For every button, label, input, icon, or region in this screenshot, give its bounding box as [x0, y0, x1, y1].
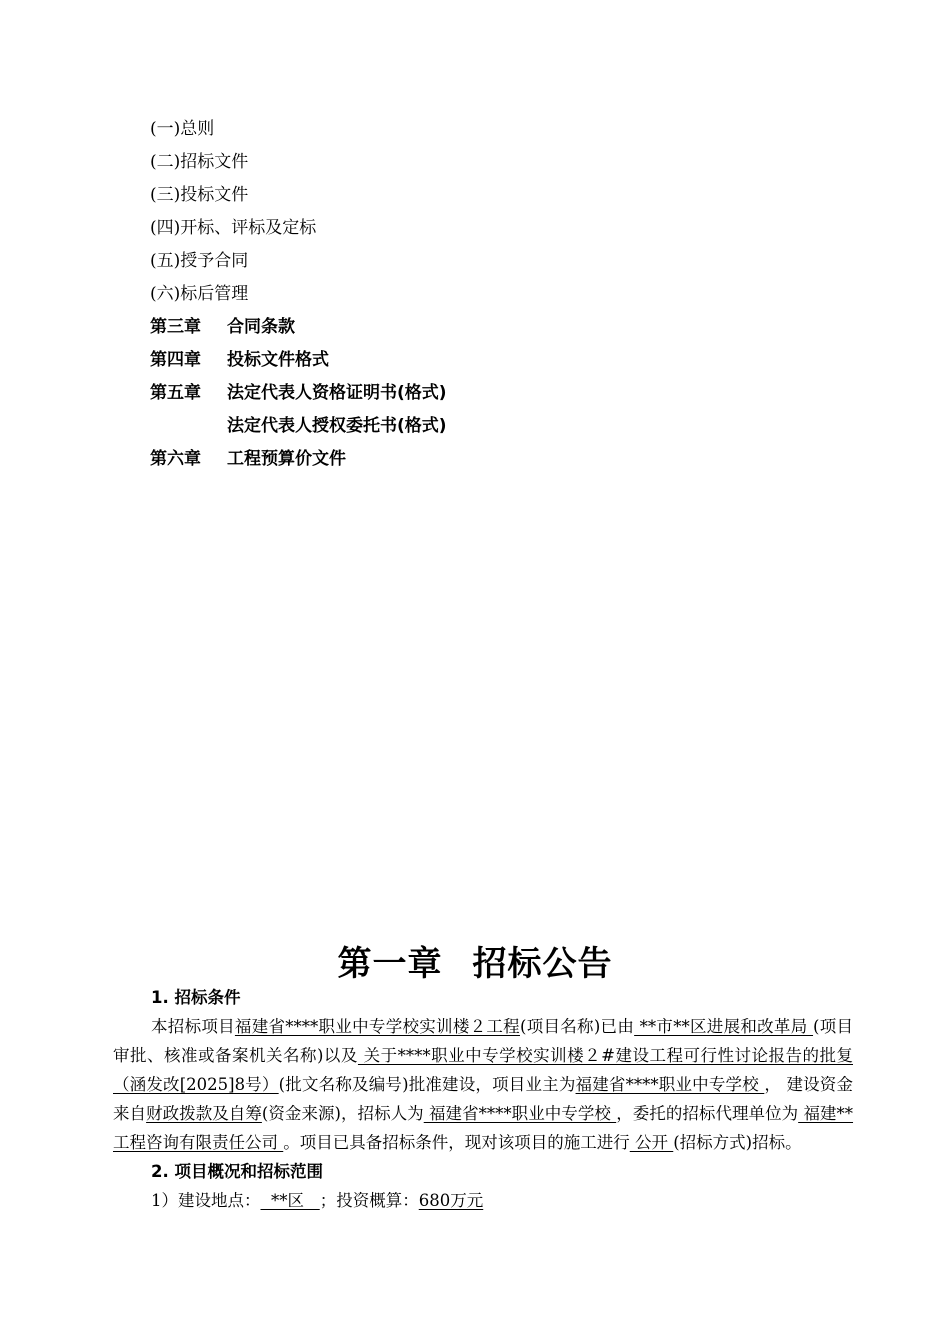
text-segment: (项目名称)已由	[519, 1017, 635, 1036]
toc-section-post-management: (六)标后管理	[150, 284, 249, 304]
project-name: 福建省****职业中专学校实训楼２工程	[234, 1017, 520, 1036]
location-value: **区	[260, 1191, 320, 1210]
project-location-line	[113, 1186, 853, 1215]
toc-chapter-title: 工程预算价文件	[227, 449, 346, 469]
funding-source: 财政拨款及自筹	[146, 1104, 262, 1123]
chapter-title	[0, 936, 950, 985]
tender-agency: 福建**工程咨询有限责任公司	[113, 1104, 854, 1152]
chapter-body	[113, 983, 853, 1215]
toc-chapter-3	[150, 311, 447, 344]
toc-chapter-number: 第五章	[150, 383, 201, 403]
tender-method: 公开	[629, 1133, 674, 1152]
section-heading-tender-conditions: 1. 招标条件	[151, 988, 241, 1007]
toc-section-opening-evaluation: (四)开标、评标及定标	[150, 218, 317, 238]
toc-chapter-title: 法定代表人授权委托书(格式)	[227, 416, 447, 436]
section-heading-project-overview: 2. 项目概况和招标范围	[151, 1162, 323, 1181]
text-segment: (项目审批、核准或备案机关名称)以及	[113, 1017, 854, 1065]
toc-chapter-5-sub	[150, 410, 447, 443]
project-owner: 福建省****职业中专学校	[575, 1075, 765, 1094]
text-segment: (批文名称及编号)批准建设，项目业主为	[278, 1075, 576, 1094]
text-segment: ，委托的招标代理单位为	[616, 1104, 799, 1123]
text-segment: ， 建设资金来自	[113, 1075, 853, 1123]
toc-chapter-5	[150, 377, 447, 410]
toc-section-award: (五)授予合同	[150, 251, 249, 271]
toc-chapter-number: 第三章	[150, 317, 201, 337]
toc-chapter-title: 合同条款	[227, 317, 295, 337]
toc-section-bid-docs: (三)投标文件	[150, 185, 249, 205]
text-segment: 本招标项目	[151, 1017, 235, 1036]
toc-chapter-number: 第六章	[150, 449, 201, 469]
toc-section-tender-docs: (二)招标文件	[150, 152, 249, 172]
tenderer: 福建省****职业中专学校	[423, 1104, 617, 1123]
table-of-contents	[150, 113, 447, 476]
budget-value: 680万元	[418, 1191, 484, 1210]
toc-chapter-4	[150, 344, 447, 377]
text-segment: (资金来源)，招标人为	[261, 1104, 424, 1123]
toc-chapter-6	[150, 443, 447, 476]
toc-chapter-number: 第四章	[150, 350, 201, 370]
budget-label: ；投资概算：	[319, 1191, 419, 1210]
location-label: 1）建设地点：	[151, 1191, 261, 1210]
text-segment: (招标方式)招标。	[673, 1133, 802, 1152]
chapter-name: 招标公告	[472, 944, 613, 984]
toc-chapter-title: 法定代表人资格证明书(格式)	[227, 383, 447, 403]
toc-section-general: (一)总则	[150, 119, 215, 139]
approval-authority: **市**区进展和改革局	[634, 1017, 814, 1036]
tender-conditions-paragraph	[113, 1012, 853, 1157]
approval-document: 关于****职业中专学校实训楼２#建设工程可行性讨论报告的批复（涵发改[2025]8号）	[113, 1046, 853, 1094]
chapter-number: 第一章	[337, 944, 443, 984]
toc-chapter-title: 投标文件格式	[227, 350, 329, 370]
text-segment: 。项目已具备招标条件，现对该项目的施工进行	[283, 1133, 630, 1152]
